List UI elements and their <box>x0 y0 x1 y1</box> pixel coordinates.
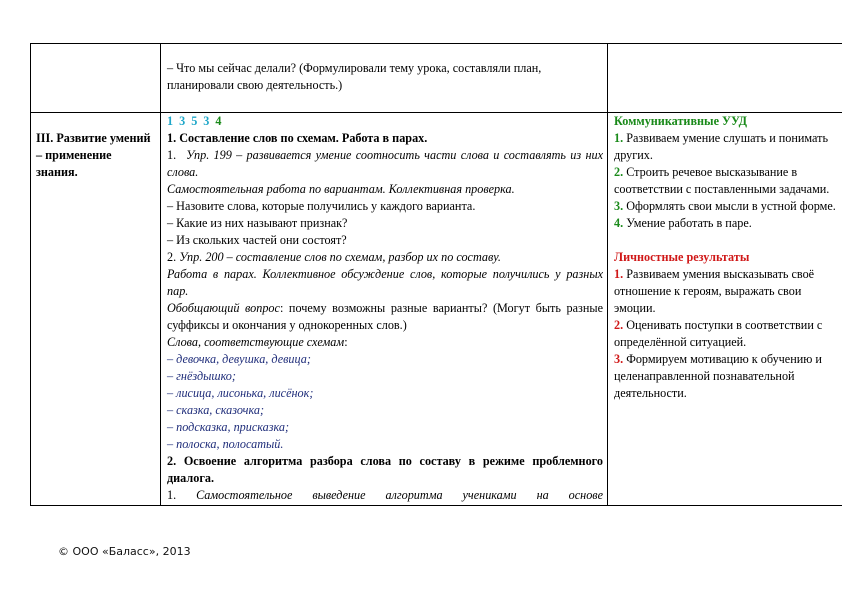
personal-item: 1. Развиваем умения высказывать своё отношение к героям, выражать свои эмоции. <box>614 267 815 315</box>
question-3: – Из скольких частей они состоят? <box>167 233 347 247</box>
communicative-item: 4. Умение работать в паре. <box>614 216 752 230</box>
communicative-title: Коммуникативные УУД <box>614 114 748 128</box>
top-row-text: – Что мы сейчас делали? (Формулировали тему урока, составляли план, планировали свою деятельность.) <box>167 61 542 92</box>
col-border-1 <box>160 43 161 505</box>
word-list-item: – гнёздышко; <box>167 369 236 383</box>
question-1: – Назовите слова, которые получились у каждого варианта. <box>167 199 476 213</box>
slide-number: 3 <box>179 114 186 128</box>
communicative-item: 2. Строить речевое высказывание в соответствии с поставленными задачами. <box>614 165 830 196</box>
question-2: – Какие из них называют признак? <box>167 216 348 230</box>
words-label: Слова, соответствующие схемам: <box>167 335 348 349</box>
slide-number: 3 <box>203 114 210 128</box>
communicative-item: 3. Оформлять свои мысли в устной форме. <box>614 199 836 213</box>
slide-number: 5 <box>191 114 198 128</box>
exercise-200: 2. Упр. 200 – составление слов по схемам, разбор их по составу. <box>167 250 501 264</box>
top-row-activity-cell <box>167 60 603 94</box>
stage-title: III. Развитие умений – применение знания. <box>36 131 151 179</box>
word-list-item: – лисица, лисонька, лисёнок; <box>167 386 314 400</box>
personal-title: Личностные результаты <box>614 250 750 264</box>
copyright-footer: © ООО «Баласс», 2013 <box>58 545 191 558</box>
slide-number: 1 <box>167 114 174 128</box>
word-list-item: – полоска, полосатый. <box>167 437 284 451</box>
spacer <box>614 232 836 249</box>
pair-work-note: Работа в парах. Коллективное обсуждение слов, которые получились у разных пар. <box>167 267 603 298</box>
stage-cell <box>36 130 154 181</box>
algorithm-step-1: 1. Самостоятельное выведение алгоритма учениками на основе <box>167 488 603 502</box>
table-bottom-border <box>30 505 842 506</box>
word-list-item: – подсказка, присказка; <box>167 420 290 434</box>
word-list-item: – девочка, девушка, девица; <box>167 352 311 366</box>
personal-item: 2. Оценивать поступки в соответствии с определённой ситуацией. <box>614 318 823 349</box>
task1-heading: 1. Составление слов по схемам. Работа в парах. <box>167 131 428 145</box>
personal-item: 3. Формируем мотивацию к обучению и целенаправленной познавательной деятельности. <box>614 352 822 400</box>
slide-numbers <box>167 113 603 130</box>
col-border-left <box>30 43 31 505</box>
activity-cell <box>167 113 603 504</box>
task2-heading: 2. Освоение алгоритма разбора слова по составу в режиме проблемного диалога. <box>167 454 603 485</box>
general-question: Обобщающий вопрос: почему возможны разные варианты? (Могут быть разные суффиксы и окончания у однокоренных слов.) <box>167 301 603 332</box>
word-list-item: – сказка, сказочка; <box>167 403 265 417</box>
communicative-item: 1. Развиваем умение слушать и понимать других. <box>614 131 829 162</box>
self-work-note: Самостоятельная работа по вариантам. Коллективная проверка. <box>167 182 515 196</box>
col-border-2 <box>607 43 608 505</box>
results-cell <box>614 113 836 402</box>
table-top-border <box>30 43 842 44</box>
slide-number: 4 <box>215 114 222 128</box>
exercise-199: 1. Упр. 199 – развивается умение соотносить части слова и составлять из них слова. <box>167 148 603 179</box>
